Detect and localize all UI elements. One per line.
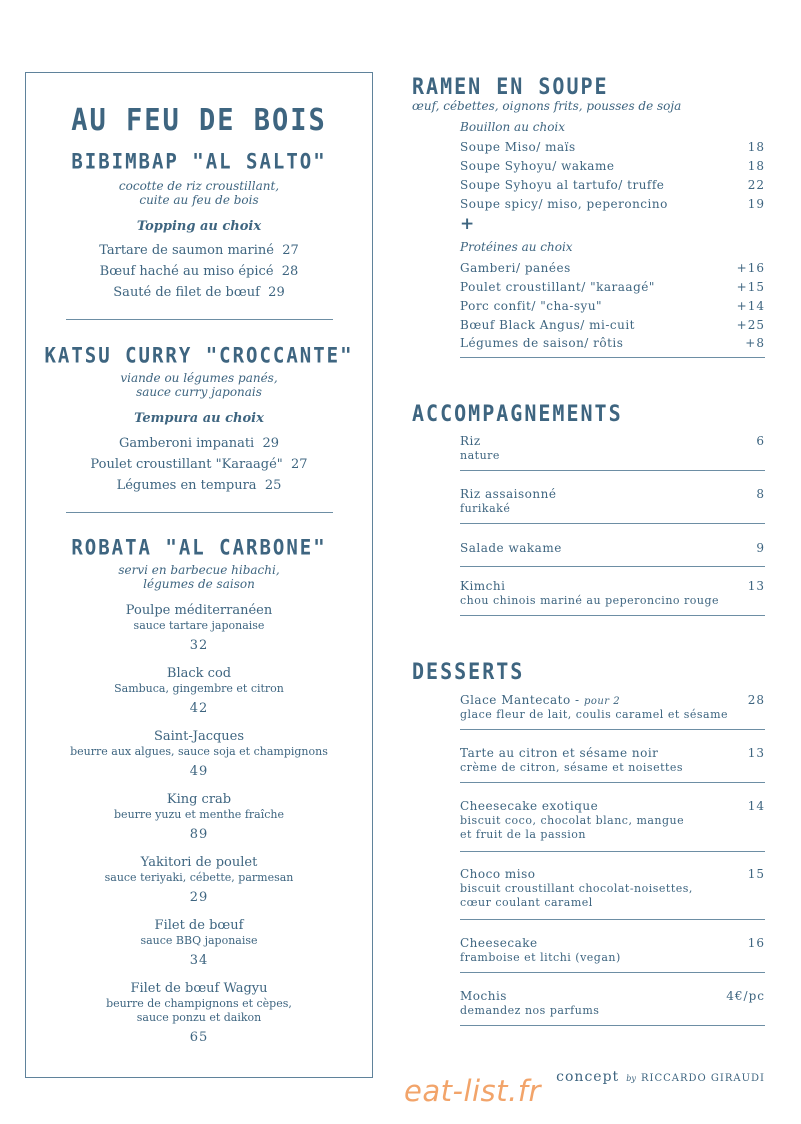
left-panel xyxy=(25,72,373,1078)
katsu-item: Poulet croustillant "Karaagé" 27 xyxy=(90,457,308,472)
divider xyxy=(460,919,765,920)
bibimbap-item: Bœuf haché au miso épicé 28 xyxy=(99,264,299,279)
divider xyxy=(460,357,765,358)
bibimbap-item: Tartare de saumon mariné 27 xyxy=(99,243,299,258)
protein-item: Gamberi/ panées +16 xyxy=(460,261,765,275)
ramen-title: RAMEN EN SOUPE xyxy=(412,72,609,100)
broth-item: Soupe Syhoyu al tartufo/ truffe 22 xyxy=(460,178,765,192)
divider xyxy=(460,566,765,567)
accomp-item: Kimchi chou chinois mariné au peperoncino rouge 13 xyxy=(460,579,765,607)
robata-item: Saint-Jacques beurre aux algues, sauce soja et champignons 49 xyxy=(70,729,328,779)
ramen-desc: œuf, cébettes, oignons frits, pousses de soja xyxy=(412,99,682,113)
desserts-title: DESSERTS xyxy=(412,657,525,685)
katsu-item: Gamberoni impanati 29 xyxy=(118,436,280,451)
katsu-item: Légumes en tempura 25 xyxy=(116,478,282,493)
dessert-item: Glace Mantecato - pour 2 glace fleur de lait, coulis caramel et sésame 28 xyxy=(460,693,765,721)
katsu-title: KATSU CURRY "CROCCANTE" xyxy=(44,343,354,369)
divider xyxy=(460,782,765,783)
dessert-item: Choco miso biscuit croustillant chocolat-noisettes, cœur coulant caramel 15 xyxy=(460,867,765,909)
dessert-item: Mochis demandez nos parfums 4€/pc xyxy=(460,989,765,1017)
robata-item: Filet de bœuf Wagyu beurre de champignons et cèpes, sauce ponzu et daikon 65 xyxy=(106,981,292,1045)
robata-item: Poulpe méditerranéen sauce tartare japonaise 32 xyxy=(125,603,273,653)
katsu-desc-2: sauce curry japonais xyxy=(136,385,262,399)
broth-item: Soupe spicy/ miso, peperoncino 19 xyxy=(460,197,765,211)
dessert-item: Tarte au citron et sésame noir crème de citron, sésame et noisettes 13 xyxy=(460,746,765,774)
plus-sign: + xyxy=(460,214,475,234)
accomp-item: Riz nature 6 xyxy=(460,434,765,462)
bibimbap-desc-2: cuite au feu de bois xyxy=(139,193,259,207)
robata-item: Yakitori de poulet sauce teriyaki, cébette, parmesan 29 xyxy=(104,855,294,905)
robata-item: King crab beurre yuzu et menthe fraîche 89 xyxy=(114,792,284,842)
left-title: AU FEU DE BOIS xyxy=(71,103,327,138)
bibimbap-item: Sauté de filet de bœuf 29 xyxy=(113,285,285,300)
right-column xyxy=(410,0,765,1124)
divider xyxy=(460,615,765,616)
robata-title: ROBATA "AL CARBONE" xyxy=(71,535,327,561)
robata-item: Black cod Sambuca, gingembre et citron 42 xyxy=(114,666,284,716)
katsu-desc-1: viande ou légumes panés, xyxy=(120,371,278,385)
bibimbap-title: BIBIMBAP "AL SALTO" xyxy=(71,149,327,175)
divider xyxy=(66,319,333,320)
broth-subhead: Bouillon au choix xyxy=(460,120,566,134)
protein-item: Légumes de saison/ rôtis +8 xyxy=(460,336,765,350)
divider xyxy=(460,470,765,471)
divider xyxy=(460,972,765,973)
protein-item: Poulet croustillant/ "karaagé" +15 xyxy=(460,280,765,294)
broth-item: Soupe Syhoyu/ wakame 18 xyxy=(460,159,765,173)
robata-desc-2: légumes de saison xyxy=(143,577,255,591)
divider xyxy=(460,1025,765,1026)
watermark: eat-list.fr xyxy=(404,1074,541,1108)
divider xyxy=(460,851,765,852)
broth-item: Soupe Miso/ maïs 18 xyxy=(460,140,765,154)
bibimbap-desc-1: cocotte de riz croustillant, xyxy=(118,179,280,193)
accomp-title: ACCOMPAGNEMENTS xyxy=(412,399,623,427)
bibimbap-subhead: Topping au choix xyxy=(136,219,262,234)
accomp-item: Salade wakame 9 xyxy=(460,541,765,555)
divider xyxy=(460,729,765,730)
dessert-item: Cheesecake exotique biscuit coco, chocolat blanc, mangue et fruit de la passion 14 xyxy=(460,799,765,841)
divider xyxy=(460,523,765,524)
dessert-item: Cheesecake framboise et litchi (vegan) 16 xyxy=(460,936,765,964)
robata-item: Filet de bœuf sauce BBQ japonaise 34 xyxy=(140,918,258,968)
katsu-subhead: Tempura au choix xyxy=(134,411,264,426)
protein-item: Porc confit/ "cha-syu" +14 xyxy=(460,299,765,313)
protein-subhead: Protéines au choix xyxy=(460,240,573,254)
accomp-item: Riz assaisonné furikaké 8 xyxy=(460,487,765,515)
protein-item: Bœuf Black Angus/ mi-cuit +25 xyxy=(460,318,765,332)
robata-desc-1: servi en barbecue hibachi, xyxy=(118,563,280,577)
divider xyxy=(66,512,333,513)
footer-signature: concept by RICCARDO GIRAUDI xyxy=(556,1069,765,1085)
